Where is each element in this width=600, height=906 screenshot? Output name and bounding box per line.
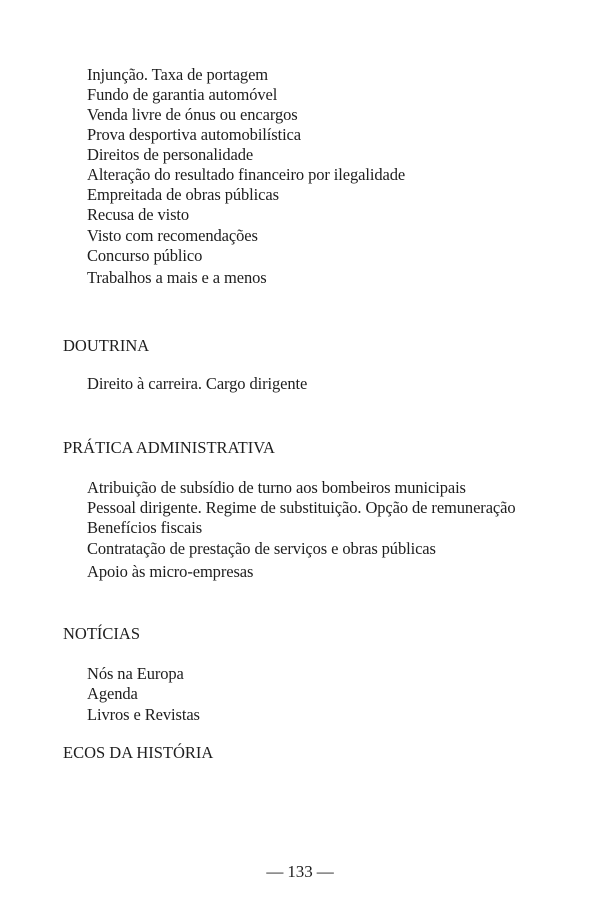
toc-item: Empreitada de obras públicas (87, 185, 279, 204)
toc-item: Atribuição de subsídio de turno aos bombeiros municipais (87, 478, 466, 497)
toc-item: Recusa de visto (87, 205, 190, 224)
section-heading-doutrina: DOUTRINA (63, 336, 150, 355)
toc-item: Direitos de personalidade (87, 145, 254, 164)
toc-item: Pessoal dirigente. Regime de substituição. Opção de remuneração (87, 498, 516, 517)
toc-item: Visto com recomendações (87, 226, 258, 245)
toc-item: Prova desportiva automobilística (87, 125, 302, 144)
toc-item: Alteração do resultado financeiro por ilegalidade (87, 165, 406, 184)
section-heading-ecos-da-historia: ECOS DA HISTÓRIA (63, 743, 214, 762)
page-number: — 133 — (266, 862, 334, 881)
section-heading-noticias: NOTÍCIAS (63, 624, 140, 643)
toc-item: Fundo de garantia automóvel (87, 85, 278, 104)
toc-item: Contratação de prestação de serviços e obras públicas (87, 539, 436, 558)
toc-item: Injunção. Taxa de portagem (87, 65, 269, 84)
section-heading-pratica-administrativa: PRÁTICA ADMINISTRATIVA (63, 438, 275, 457)
toc-item: Apoio às micro-empresas (87, 562, 254, 581)
toc-item: Venda livre de ónus ou encargos (87, 105, 298, 124)
toc-item: Agenda (87, 684, 138, 703)
toc-item: Trabalhos a mais e a menos (87, 268, 267, 287)
toc-item: Nós na Europa (87, 664, 184, 683)
toc-item: Benefícios fiscais (87, 518, 203, 537)
toc-item: Direito à carreira. Cargo dirigente (87, 374, 308, 393)
toc-item: Concurso público (87, 246, 203, 265)
toc-item: Livros e Revistas (87, 705, 200, 724)
